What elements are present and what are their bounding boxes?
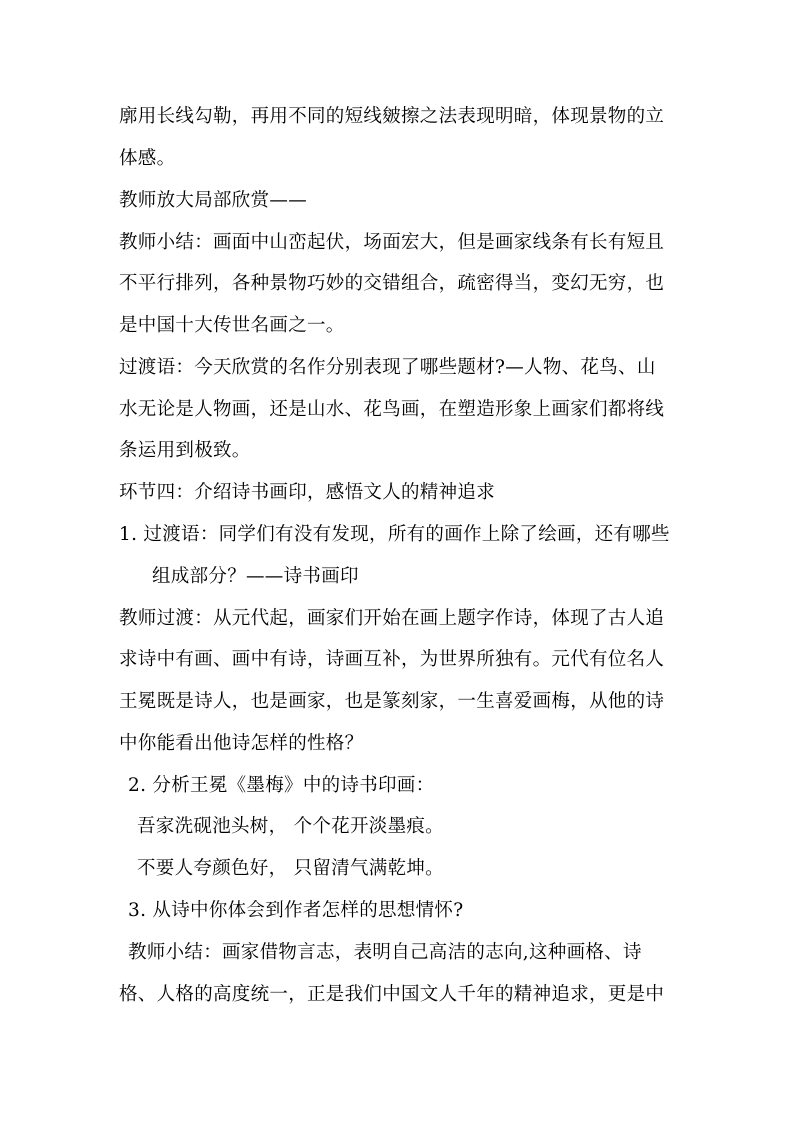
text-line-9: 条运用到极致。 bbox=[119, 440, 251, 461]
text-line-8: 水无论是人物画，还是山水、花鸟画，在塑造形象上画家们都将线 bbox=[119, 399, 665, 420]
text-line-16: 中你能看出他诗怎样的性格？ bbox=[119, 733, 364, 754]
text-line-1: 廓用长线勾勒，再用不同的短线皴擦之法表现明暗，体现景物的立 bbox=[119, 106, 665, 127]
text-line-11: 1. 过渡语：同学们有没有发现，所有的画作上除了绘画，还有哪些 bbox=[119, 524, 670, 545]
text-line-7: 过渡语：今天欣赏的名作分别表现了哪些题材?—人物、花鸟、山 bbox=[119, 357, 656, 378]
text-line-12: 组成部分？——诗书画印 bbox=[152, 566, 359, 587]
text-line-4: 教师小结：画面中山峦起伏，场面宏大，但是画家线条有长有短且 bbox=[119, 232, 665, 253]
text-line-6: 是中国十大传世名画之一。 bbox=[119, 315, 345, 336]
text-line-15: 王冕既是诗人，也是画家，也是篆刻家，一生喜爱画梅，从他的诗 bbox=[119, 691, 665, 712]
poem-line-1: 吾家洗砚池头树， 个个花开淡墨痕。 bbox=[137, 816, 444, 837]
text-line-22: 格、人格的高度统一，正是我们中国文人千年的精神追求，更是中 bbox=[119, 984, 665, 1005]
text-line-21: 教师小结：画家借物言志，表明自己高洁的志向,这种画格、诗 bbox=[128, 942, 642, 963]
text-line-13: 教师过渡：从元代起，画家们开始在画上题字作诗，体现了古人追 bbox=[119, 608, 665, 629]
text-line-17: 2. 分析王冕《墨梅》中的诗书印画： bbox=[128, 775, 435, 796]
text-line-3: 教师放大局部欣赏—— bbox=[119, 190, 308, 211]
text-line-20: 3. 从诗中你体会到作者怎样的思想情怀? bbox=[128, 900, 464, 921]
text-line-14: 求诗中有画、画中有诗，诗画互补，为世界所独有。元代有位名人 bbox=[119, 649, 665, 670]
section-heading: 环节四：介绍诗书画印，感悟文人的精神追求 bbox=[119, 482, 496, 503]
text-line-5: 不平行排列，各种景物巧妙的交错组合，疏密得当，变幻无穷，也 bbox=[119, 273, 665, 294]
text-line-2: 体感。 bbox=[119, 148, 176, 169]
poem-line-2: 不要人夸颜色好， 只留清气满乾坤。 bbox=[137, 858, 444, 879]
